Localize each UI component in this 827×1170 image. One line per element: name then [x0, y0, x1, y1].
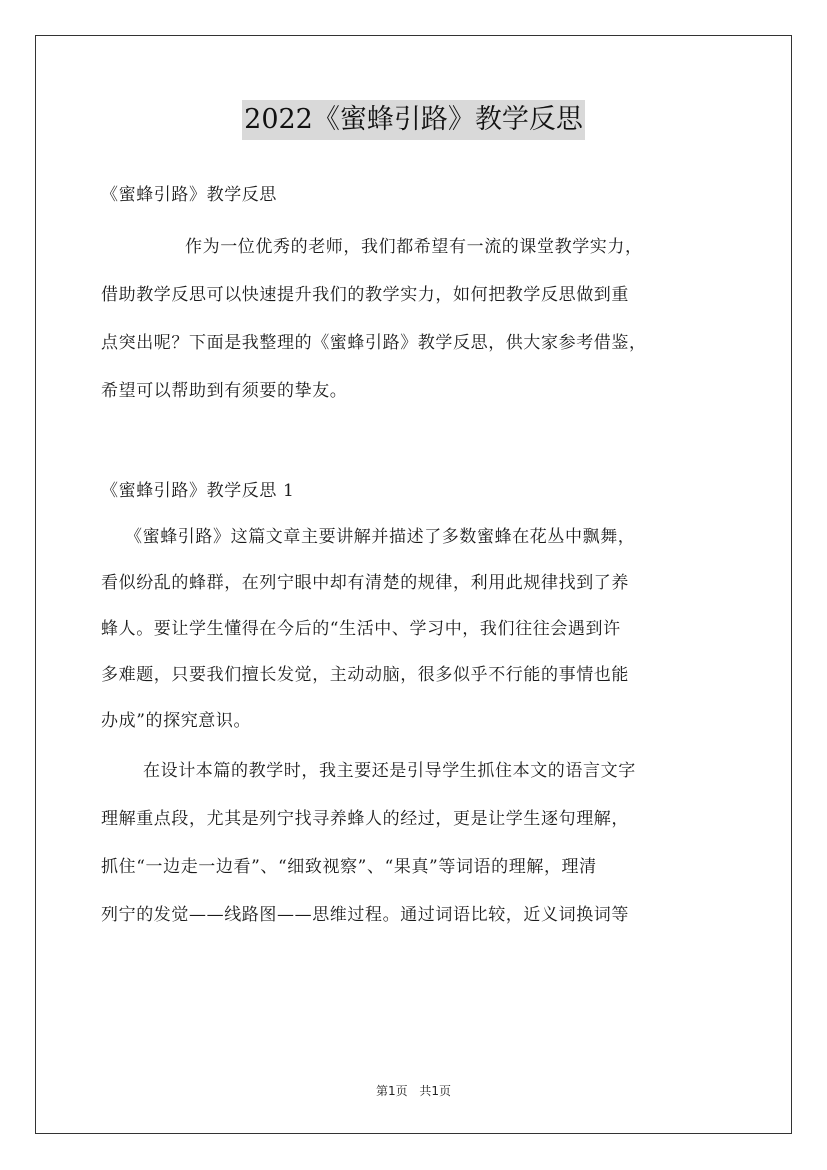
intro-paragraph: [101, 228, 741, 410]
intro-line: 借助教学反思可以快速提升我们的教学实力，如何把教学反思做到重: [101, 285, 629, 305]
paragraph-line: 在设计本篇的教学时，我主要还是引导学生抓住本文的语言文字: [143, 761, 636, 781]
title-container: [0, 100, 827, 140]
page-number: 第1页: [375, 1084, 408, 1098]
paragraph-line: 抓住“一边走一边看”、“细致视察”、“果真”等词语的理解，理清: [101, 857, 597, 877]
paragraph-1: [101, 518, 741, 740]
document-subtitle: 《蜜蜂引路》教学反思: [101, 185, 277, 205]
page-footer: [0, 1082, 827, 1099]
paragraph-line: 列宁的发觉——线路图——思维过程。通过词语比较，近义词换词等: [101, 905, 629, 925]
paragraph-line: 办成”的探究意识。: [101, 711, 252, 731]
spacer: [101, 410, 741, 472]
paragraph-line: 理解重点段，尤其是列宁找寻养蜂人的经过，更是让学生逐句理解，: [101, 809, 629, 829]
section-heading: 《蜜蜂引路》教学反思 1: [101, 481, 295, 501]
paragraph-line: 《蜜蜂引路》这篇文章主要讲解并描述了多数蜜蜂在花丛中飘舞，: [125, 527, 636, 547]
document-body: [101, 176, 741, 934]
page-total: 共1页: [419, 1084, 452, 1098]
paragraph-line: 蜂人。要让学生懂得在今后的“生活中、学习中，我们往往会遇到许: [101, 619, 621, 639]
paragraph-2: [101, 752, 741, 934]
paragraph-line: 看似纷乱的蜂群，在列宁眼中却有清楚的规律，利用此规律找到了养: [101, 573, 629, 593]
paragraph-line: 多难题，只要我们擅长发觉，主动动脑，很多似乎不行能的事情也能: [101, 665, 629, 685]
document-title: 2022《蜜蜂引路》教学反思: [242, 100, 585, 140]
intro-line: 点突出呢？下面是我整理的《蜜蜂引路》教学反思，供大家参考借鉴，: [101, 333, 647, 353]
intro-line: 希望可以帮助到有须要的挚友。: [101, 381, 348, 401]
intro-line: 作为一位优秀的老师，我们都希望有一流的课堂教学实力，: [185, 237, 643, 257]
